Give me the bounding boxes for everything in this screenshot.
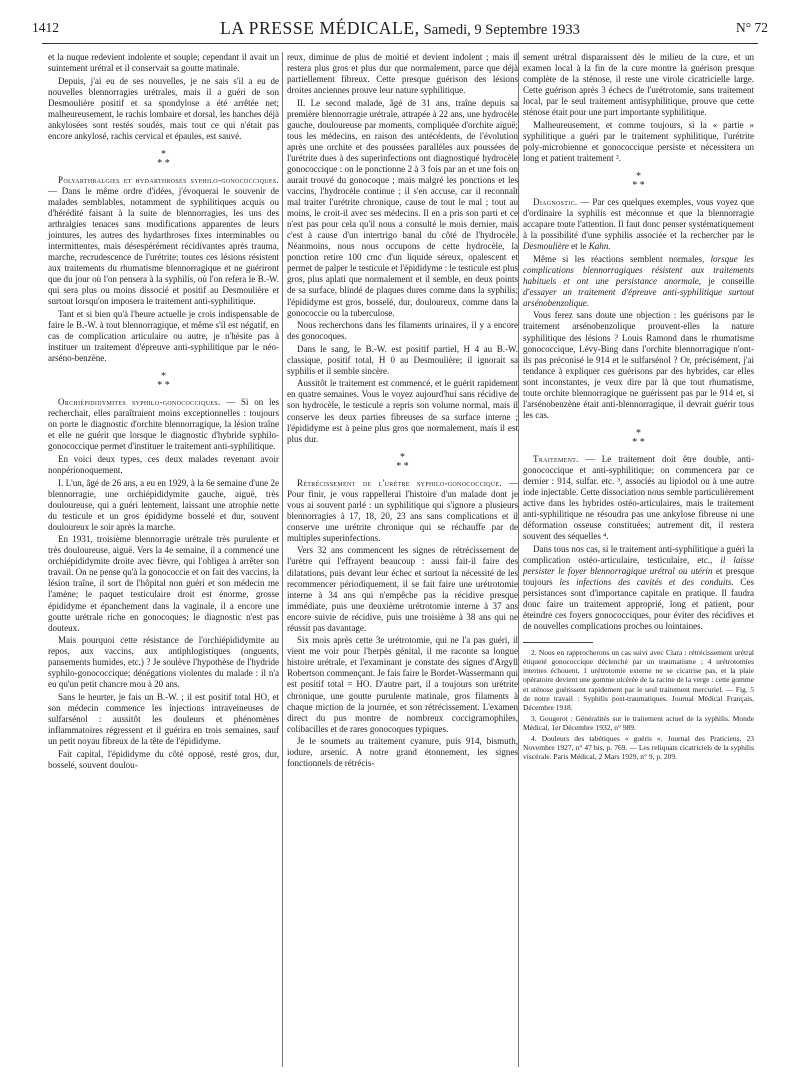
paragraph: Dans le sang, le B.-W. est positif partiel, H 4 au B.-W. classique, positif total, H 0 au Desmoulière; il ignorait sa syphilis et il semble sincère.: [287, 343, 518, 376]
footnotes: [523, 648, 754, 761]
paragraph-text: — Le traitement doit être double, anti-gonococcique et anti-syphilitique; on commencera par ce dernier : 914, sulfar. etc. ³, associés au lipiodol ou à une autre iode injectable. Cette dissociation nous semble particulièrement active dans les hybrides ostéo-articulaires, mais le traitement anti-syphilitique ne résoudra pas une ankylose fibreuse ni une déformation osseuse constituées; autrement dit, il restera souvent des séquelles ⁴.: [523, 453, 754, 542]
column-left: [48, 52, 279, 772]
section-paragraph: [523, 197, 754, 252]
paragraph: et la nuque redevient indolente et souple; cependant il avait un suintement urétral et il conservait sa goutte matinale.: [48, 52, 279, 74]
section-heading: Polyarthralgies et hydarthroses syphilo-gonococciques.: [58, 174, 279, 185]
journal-title: LA PRESSE MÉDICALE,: [220, 18, 420, 38]
paragraph-text: — Dans le même ordre d'idées, j'évoquerai le souvenir de malades semblables, notamment de syphilitiques acquis ou d'hérédité faisant à la suite de blennorragies, les uns des arthralgies tenaces sans modifications apparentes de leurs jointures, les autres des hydarthroses fixes interminables ou intermittentes, mais désespérément récidivantes après trauma, marche, recrudescence de l'urétrite; toutes ces lésions résistent aux traitements du rhumatisme blennorragique et ne guériront que du jour où l'on pensera à la syphilis, où l'on refera le B.-W. qui sera plus ou moins dissocié et positif au Desmoulière et surtout lorsqu'on imposera le traitement anti-syphilitique.: [48, 185, 279, 307]
column-middle: [287, 52, 518, 771]
paragraph: reux, diminue de plus de moitié et devient indolent ; mais il restera plus gros et plus dur que normalement, parce que déjà partiellement fibreux. Cette presque guérison des lésions droites anciennes prouve leur nature syphilitique.: [287, 52, 518, 96]
emphasis: il laisse persister le foyer blennorragique urétral ou utérin: [523, 554, 754, 576]
paragraph: Vers 32 ans commencent les signes de rétrécissement de l'urètre qui l'effrayent beaucoup : aussi fait-il faire des dilatations, puis devant leur échec et surtout la nécessité de les recommencer périodiquement, il se fait faire une urétrotomie interne à 34 ans qui n'empêche pas la récidive presque immédiate, puis une deuxième urétrotomie interne à 37 ans encore suivie de récidive, puis une troisième à 38 ans qui ne réussit pas davantage.: [287, 545, 518, 633]
section-separator: * * *: [396, 451, 409, 472]
paragraph: sement urétral disparaissent dès le milieu de la cure, et un examen local à la fin de la cure montre la guérison presque complète de la sténose, il reste une virole cicatricielle large. Cette guérison après 3 échecs de l'urétrotomie, sans traitement local, par le seul traitement antisyphilitique, prouve que cette sténose était pour une part importante syphilitique.: [523, 52, 754, 118]
paragraph: Six mois après cette 3e urétrotomie, qui ne l'a pas guéri, il vient me voir pour l'herpès génital, il me raconte sa longue histoire urétrale, et l'examinant je constate des signes d'Argyll Robertson commençant. Je fais faire le Bordet-Wassermann qui est positif total = HO. D'autre part, il a toujours son urétrite chronique, une goutte purulente matinale, gros filaments à chaque miction de la journée, et son rétrécissement. L'examen direct du pus montre de nombreux coccigramophiles, colibacilles et de rares gonocoques typiques.: [287, 635, 518, 734]
header-rule: [42, 43, 758, 44]
paragraph: Tant et si bien qu'à l'heure actuelle je crois indispensable de faire le B.-W. à tout blennorragique, et même s'il est négatif, en cas de complication articulaire ou autre, je n'hésite pas à instituer un traitement d'épreuve anti-syphilitique par le néo-arséno-benzène.: [48, 308, 279, 364]
paragraph-text: — Pour finir, je vous rappellerai l'histoire d'un malade dont je vous ai souvent parlé : un syphilitique qui s'ignore a plusieurs blennorragies à 17, 18, 20, 23 ans sans complications et il conserve une urétrite chronique qui se réchauffe par de multiples superinfections.: [287, 477, 518, 543]
column-right: [523, 52, 754, 763]
paragraph-text: Dans tous nos cas, si le traitement anti-syphilitique a guéri la complication ostéo-articulaire, testiculaire, etc.,: [523, 543, 754, 565]
running-title: [32, 18, 768, 39]
section-paragraph: [48, 397, 279, 452]
footnote-rule: [523, 642, 593, 643]
column-divider: [518, 52, 519, 1067]
section-separator: * * *: [157, 371, 170, 392]
paragraph: I. L'un, âgé de 26 ans, a eu en 1929, à la 6e semaine d'une 2e blennorragie, une orchiépididymite gauche, aiguë, très douloureuse, qui a guéri lentement, laissant une atrophie nette du testicule et un gros épididyme bosselé et dur, souvent douloureux le soir après la marche.: [48, 477, 279, 532]
section-heading: Orchiépididymites syphilo-gonococciques.: [58, 397, 221, 408]
emphasis: d'essayer un traitement d'épreuve anti-syphilitique surtout arsénobenzolique.: [523, 286, 754, 308]
paragraph: [523, 254, 754, 309]
paragraph: Malheureusement, et comme toujours, si la « partie » syphilitique a guéri par le traitement syphilitique, l'urétrite poly-microbienne et gonococcique persiste et nécessitera un long et patient traitement ².: [523, 119, 754, 163]
paragraph: Sans le heurter, je fais un B.-W. ; il est positif total HO, et son médecin commence les injections intraveineuses de sulfarsénol : aussitôt les douleurs et phénomènes inflammatoires régressent et il guérira en trois semaines, sauf un petit noyau fibreux de la tête de l'épididyme.: [48, 691, 279, 747]
issue-number: N° 72: [735, 20, 768, 35]
section-separator: * * *: [632, 427, 645, 448]
footnote: 2. Nous en rapprocherons un cas suivi avec Clara : rétrécissement urétral étiqueté gonococcique déclenché par un traumatisme ; 4 urétrotomies internes échouent, 1 urétrotomie externe ne se cicatrise pas, et la plaie opératoire devient une gomme ulcérée de la racine de la verge : cette gomme et sténose guérissent rapidement par le seul traitement mercuriel. — Fig. 5 de notre travail : Syphilis post-traumatiques. Journal Médical Français, Décembre 1918.: [523, 648, 754, 712]
page-header: [32, 18, 768, 40]
paragraph: Depuis, j'ai eu de ses nouvelles, je ne sais s'il a eu de nouvelles blennorragies urétrales, mais il a guéri de son Desmoulière positif et sa spondylose a été arrêtée net; malheureusement, le rachis lombaire et dorsal, les hanches déjà ankylosées sont restés soudés, mais tout ce qui n'était pas encore ankylosé, rachis cervical et épaules, est sauvé.: [48, 75, 279, 141]
paragraph-text: — Par ces quelques exemples, vous voyez que d'ordinaire la syphilis est méconnue et que la blennorragie accapare toute l'attention. Il faut donc penser systématiquement à la possibilité d'une syphilis associée et la rechercher par le: [523, 196, 754, 241]
footnote: 3. Gougerot : Généralités sur le traitement actuel de la syphilis. Monde Médical, 1er Décembre 1932, n° 989.: [523, 713, 754, 732]
paragraph: Mais pourquoi cette résistance de l'orchiépididymite au repos, aux vaccins, aux antiphlogistiques (onguents, pansements humides, etc.) ? Je soulève l'hypothèse de l'hydride syphilo-gonococcique; dénégations violentes du malade : il n'a eu qu'un petit chancre mou à 20 ans.: [48, 635, 279, 690]
emphasis: Desmoulière: [523, 241, 569, 252]
footnote: 4. Douleurs des tabétiques « guéris ». Journal des Praticiens, 23 Novembre 1927, n° 47 bis, p. 769. — Les reliquats cicatriciels de la syphilis viscérale. Paris Médical, 2 Mars 1929, n° 9, p. 209.: [523, 734, 754, 762]
section-paragraph: [523, 454, 754, 542]
paragraph: Nous recherchons dans les filaments urinaires, il y a encore des gonocoques.: [287, 320, 518, 342]
paragraph: II. Le second malade, âgé de 31 ans, traîne depuis sa première blennorragie urétrale, attrapée à 22 ans, une hydrocèle gauche, douloureuse par moments, compliquée d'orchite aiguë; tous les médecins, en raison des antécédents, de l'évolution après une orchite et des poussées parallèles aux poussées de l'urétrite dues à des superinfections ont diagnostiqué hydrocèle gonococcique : on le ponctionne 2 à 3 fois par an et une fois on aurait trouvé du gonocoque ; mais malgré les ponctions et les vaccins, l'hydrocèle continue ; il s'en accuse, car il reconnaît mal traiter l'urétrite chronique, cause de tout le mal ; tout au moins, le croit-il avec ses médecins. Il en a pris son parti et ce n'est pas pour cela qu'il nous a consulté le mois dernier, mais c'est à cause d'un intertrigo banal du côté de l'hydrocèle. Néanmoins, nous nous occupons de cette hydrocèle, la ponction retire 100 cmc d'un liquide séreux, opalescent et permet de palper le testicule et l'épididyme : le testicule est plus gros, plus aplati que normalement et il semble, en deux points de sa surface, blindé de plaques dures comme dans la syphilis; l'épididyme est gros, bosselé, dur, douloureux, comme dans la gonococcie ou la tuberculose.: [287, 97, 518, 318]
section-separator: * * *: [157, 148, 170, 169]
paragraph: Aussitôt le traitement est commencé, et le guérit rapidement en quatre semaines. Vous le voyez aujourd'hui sans récidive de son hydrocèle, le testicule a repris son volume normal, mais il conserve les deux parties fibreuses de sa surface interne ; l'épididyme est à peine plus gros que normalement, mais il est plus dur.: [287, 378, 518, 444]
section-heading: Diagnostic.: [533, 196, 578, 207]
issue-date: Samedi, 9 Septembre 1933: [423, 22, 580, 38]
paragraph-text: et le: [568, 241, 589, 252]
emphasis: les infections des cavités et des conduits.: [559, 576, 734, 587]
paragraph-text: et presque toujours: [523, 565, 754, 587]
section-paragraph: [48, 175, 279, 308]
emphasis: lorsque les complications blennorragiques résistent aux traitements habituels et ont une persistance anormale,: [523, 253, 755, 286]
emphasis: Kahn.: [588, 241, 611, 252]
paragraph-text: — Si on les recherchait, elles paraîtraient moins exceptionnelles : toujours on porte le diagnostic d'orchite blennorragique, la lésion traîne et elle ne guérit que lorsque le diagnostic d'hybride syphilo-gonococcique permet d'instituer le traitement anti-syphilitique.: [48, 397, 279, 452]
paragraph: Je le soumets au traitement cyanure, puis 914, bismuth, iodure, arsenic. A notre grand étonnement, les signes fonctionnels de rétrécis-: [287, 736, 518, 769]
paragraph: En voici deux types, ces deux malades revenant avoir nonpérionoquement.: [48, 453, 279, 475]
paragraph: En 1931, troisième blennorragie urétrale très purulente et très douloureuse, aiguë. Vers la 4e semaine, il a commencé une orchiépididymite droite avec fièvre, qui l'obligea à arrêter son travail. On ne pense qu'à la gonococcie et on fait des vaccins, la lésion traîne, il sort de l'hôpital non guéri et son médecin me l'amène; le paquet testiculaire droit est énorme, grosse épididyme et épanchement dans la vaginale, il a encore une goutte urétrale riche en gonocoques; le diagnostic n'est pas douteux.: [48, 534, 279, 633]
page-number: 1412: [32, 20, 59, 35]
section-paragraph: [287, 478, 518, 544]
column-divider: [282, 52, 283, 1067]
section-heading: Traitement.: [533, 453, 579, 464]
paragraph-text: Ces persistances sont d'importance capitale en pratique. Il faudra donc faire un traitement approprié, long et patient, pour éteindre ces foyers gonococciques, pour éviter des récidives et de nouvelles complications proches ou lointaines.: [523, 576, 754, 632]
section-heading: Rétrécissement de l'urètre syphilo-gonococcique.: [297, 477, 502, 488]
paragraph: Fait capital, l'épididyme du côté opposé, resté gros, dur, bosselé, souvent doulou-: [48, 748, 279, 770]
paragraph: [523, 544, 754, 632]
paragraph-text: je conseille: [701, 275, 754, 286]
paragraph-text: Même si les réactions semblent normales,: [533, 253, 711, 264]
section-separator: * * *: [632, 170, 645, 191]
paragraph: Vous ferez sans doute une objection : les guérisons par le traitement arsénobenzolique prouvent-elles la nature syphilitique des lésions ? Louis Ramond dans le rhumatisme gonococcique, Lévy-Bing dans l'orchite blennorragique n'ont-ils pas préconisé le 914 et le sulfarsénol ? Or, précisément, j'ai tendance à expliquer ces guérisons par des hybrides, car elles sont inconstantes, je veux dire par là que tout rhumatisme, toute orchite blennorragique ne guérissent pas par le 914 et, si l'arsénobenzène était anti-blennorragique, il devrait guérir tous les cas.: [523, 310, 754, 420]
